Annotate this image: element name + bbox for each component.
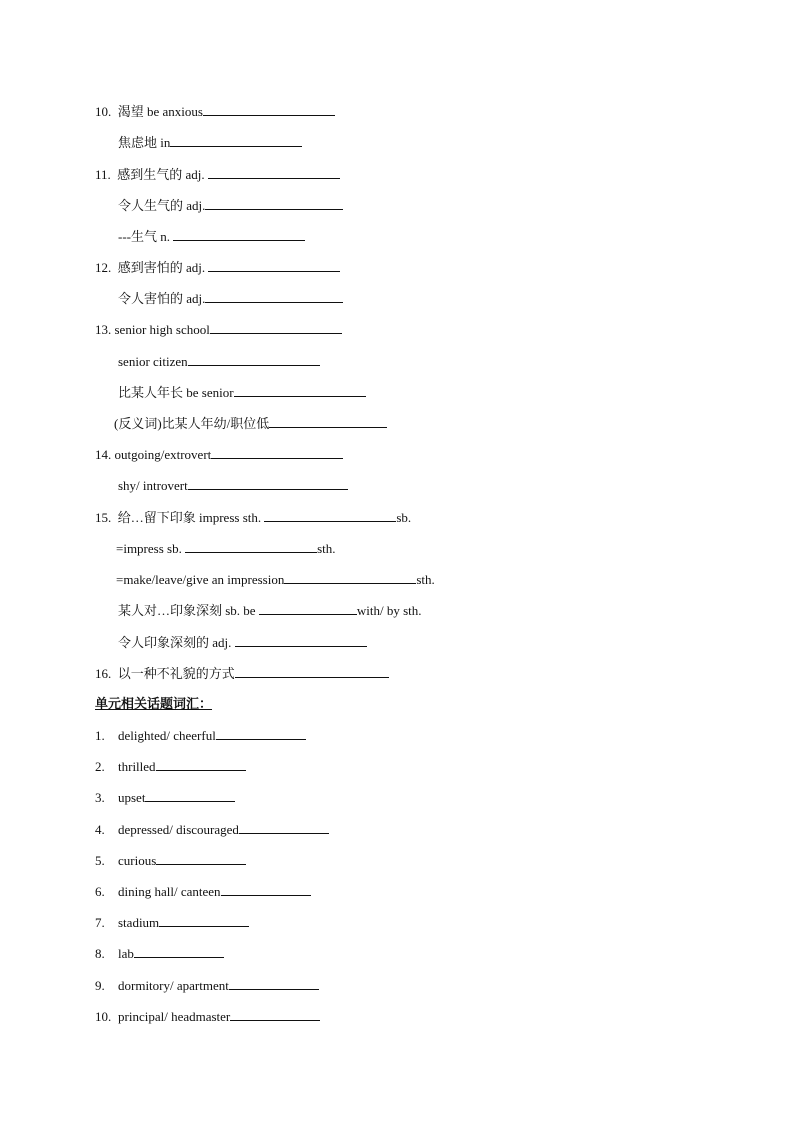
item-text: 焦虑地 in bbox=[118, 135, 171, 150]
answer-blank[interactable] bbox=[211, 446, 343, 459]
vocab-text: lab bbox=[118, 946, 134, 961]
item-text: 某人对…印象深刻 sb. be bbox=[118, 603, 256, 618]
vocab-item bbox=[95, 977, 319, 994]
item-text: 令人印象深刻的 adj. bbox=[118, 635, 232, 650]
item-13-sub-3 bbox=[114, 415, 387, 432]
item-text: outgoing/extrovert bbox=[114, 447, 212, 462]
answer-blank[interactable] bbox=[205, 197, 343, 210]
item-15-sub-2 bbox=[116, 571, 435, 588]
vocab-item bbox=[95, 821, 329, 838]
item-15-sub-4 bbox=[118, 634, 367, 651]
item-text: senior high school bbox=[114, 322, 210, 337]
answer-blank[interactable] bbox=[156, 758, 246, 771]
item-14-sub bbox=[118, 477, 348, 494]
vocab-item bbox=[95, 883, 311, 900]
answer-blank[interactable] bbox=[156, 852, 246, 865]
item-15-sub-1 bbox=[116, 540, 336, 557]
vocab-item bbox=[95, 727, 306, 744]
item-12-sub bbox=[118, 290, 343, 307]
item-suffix: sth. bbox=[416, 572, 435, 587]
item-10-sub bbox=[118, 134, 302, 151]
answer-blank[interactable] bbox=[208, 259, 340, 272]
item-text: 感到生气的 adj. bbox=[117, 167, 205, 182]
item-11-sub-1 bbox=[118, 197, 343, 214]
vocab-item bbox=[95, 914, 249, 931]
vocab-number: 5. bbox=[95, 853, 105, 868]
item-number: 12. bbox=[95, 260, 112, 275]
vocab-text: principal/ headmaster bbox=[118, 1009, 231, 1024]
answer-blank[interactable] bbox=[173, 228, 305, 241]
vocab-text: delighted/ cheerful bbox=[118, 728, 216, 743]
item-14 bbox=[95, 446, 343, 463]
item-text: 以一种不礼貌的方式 bbox=[117, 666, 235, 681]
vocab-text: dormitory/ apartment bbox=[118, 978, 229, 993]
vocab-number: 9. bbox=[95, 978, 105, 993]
answer-blank[interactable] bbox=[216, 727, 306, 740]
answer-blank[interactable] bbox=[284, 571, 416, 584]
item-text: 给…留下印象 impress sth. bbox=[117, 510, 262, 525]
section-title: 单元相关话题词汇： bbox=[95, 696, 213, 711]
vocab-item bbox=[95, 789, 235, 806]
item-text: 比某人年长 be senior bbox=[118, 385, 234, 400]
vocab-number: 8. bbox=[95, 946, 105, 961]
item-12 bbox=[95, 259, 340, 276]
item-text: senior citizen bbox=[118, 354, 188, 369]
item-suffix: with/ by sth. bbox=[356, 603, 422, 618]
vocab-number: 3. bbox=[95, 790, 105, 805]
item-number: 15. bbox=[95, 510, 112, 525]
answer-blank[interactable] bbox=[269, 415, 387, 428]
item-11 bbox=[95, 166, 340, 183]
vocab-item bbox=[95, 1008, 320, 1025]
item-16 bbox=[95, 665, 389, 682]
answer-blank[interactable] bbox=[170, 134, 302, 147]
answer-blank[interactable] bbox=[185, 540, 317, 553]
vocab-number: 10. bbox=[95, 1009, 112, 1024]
item-15 bbox=[95, 509, 411, 526]
item-text: (反义词)比某人年幼/职位低 bbox=[114, 416, 270, 431]
item-15-sub-3 bbox=[118, 602, 422, 619]
item-text: 令人生气的 adj. bbox=[118, 198, 206, 213]
answer-blank[interactable] bbox=[188, 477, 348, 490]
vocab-text: upset bbox=[118, 790, 146, 805]
item-text: shy/ introvert bbox=[118, 478, 188, 493]
vocab-item bbox=[95, 945, 224, 962]
item-text: 渴望 be anxious bbox=[117, 104, 203, 119]
vocab-item bbox=[95, 758, 246, 775]
item-number: 11. bbox=[95, 167, 111, 182]
vocab-number: 7. bbox=[95, 915, 105, 930]
answer-blank[interactable] bbox=[203, 103, 335, 116]
answer-blank[interactable] bbox=[205, 290, 343, 303]
vocab-number: 6. bbox=[95, 884, 105, 899]
item-text: ---生气 n. bbox=[118, 229, 170, 244]
item-text: 感到害怕的 adj. bbox=[117, 260, 206, 275]
item-number: 13. bbox=[95, 322, 112, 337]
answer-blank[interactable] bbox=[259, 602, 357, 615]
item-13 bbox=[95, 321, 342, 338]
answer-blank[interactable] bbox=[234, 384, 366, 397]
answer-blank[interactable] bbox=[208, 166, 340, 179]
vocab-text: curious bbox=[118, 853, 157, 868]
item-number: 14. bbox=[95, 447, 112, 462]
item-text: 令人害怕的 adj. bbox=[118, 291, 206, 306]
item-11-sub-2 bbox=[118, 228, 305, 245]
vocab-number: 4. bbox=[95, 822, 105, 837]
item-text: =make/leave/give an impression bbox=[116, 572, 285, 587]
item-text: =impress sb. bbox=[116, 541, 182, 556]
answer-blank[interactable] bbox=[239, 821, 329, 834]
answer-blank[interactable] bbox=[159, 914, 249, 927]
answer-blank[interactable] bbox=[145, 789, 235, 802]
vocab-text: thrilled bbox=[118, 759, 156, 774]
answer-blank[interactable] bbox=[230, 1008, 320, 1021]
vocab-number: 1. bbox=[95, 728, 105, 743]
vocab-text: depressed/ discouraged bbox=[118, 822, 239, 837]
item-suffix: sb. bbox=[396, 510, 412, 525]
answer-blank[interactable] bbox=[221, 883, 311, 896]
answer-blank[interactable] bbox=[188, 353, 320, 366]
item-13-sub-1 bbox=[118, 353, 320, 370]
answer-blank[interactable] bbox=[134, 945, 224, 958]
answer-blank[interactable] bbox=[210, 321, 342, 334]
vocab-text: stadium bbox=[118, 915, 160, 930]
item-number: 16. bbox=[95, 666, 112, 681]
item-13-sub-2 bbox=[118, 384, 366, 401]
item-suffix: sth. bbox=[317, 541, 336, 556]
vocab-text: dining hall/ canteen bbox=[118, 884, 221, 899]
item-number: 10. bbox=[95, 104, 112, 119]
vocab-item bbox=[95, 852, 246, 869]
answer-blank[interactable] bbox=[264, 509, 396, 522]
answer-blank[interactable] bbox=[235, 634, 367, 647]
item-10 bbox=[95, 103, 335, 120]
vocab-number: 2. bbox=[95, 759, 105, 774]
answer-blank[interactable] bbox=[235, 665, 389, 678]
answer-blank[interactable] bbox=[229, 977, 319, 990]
